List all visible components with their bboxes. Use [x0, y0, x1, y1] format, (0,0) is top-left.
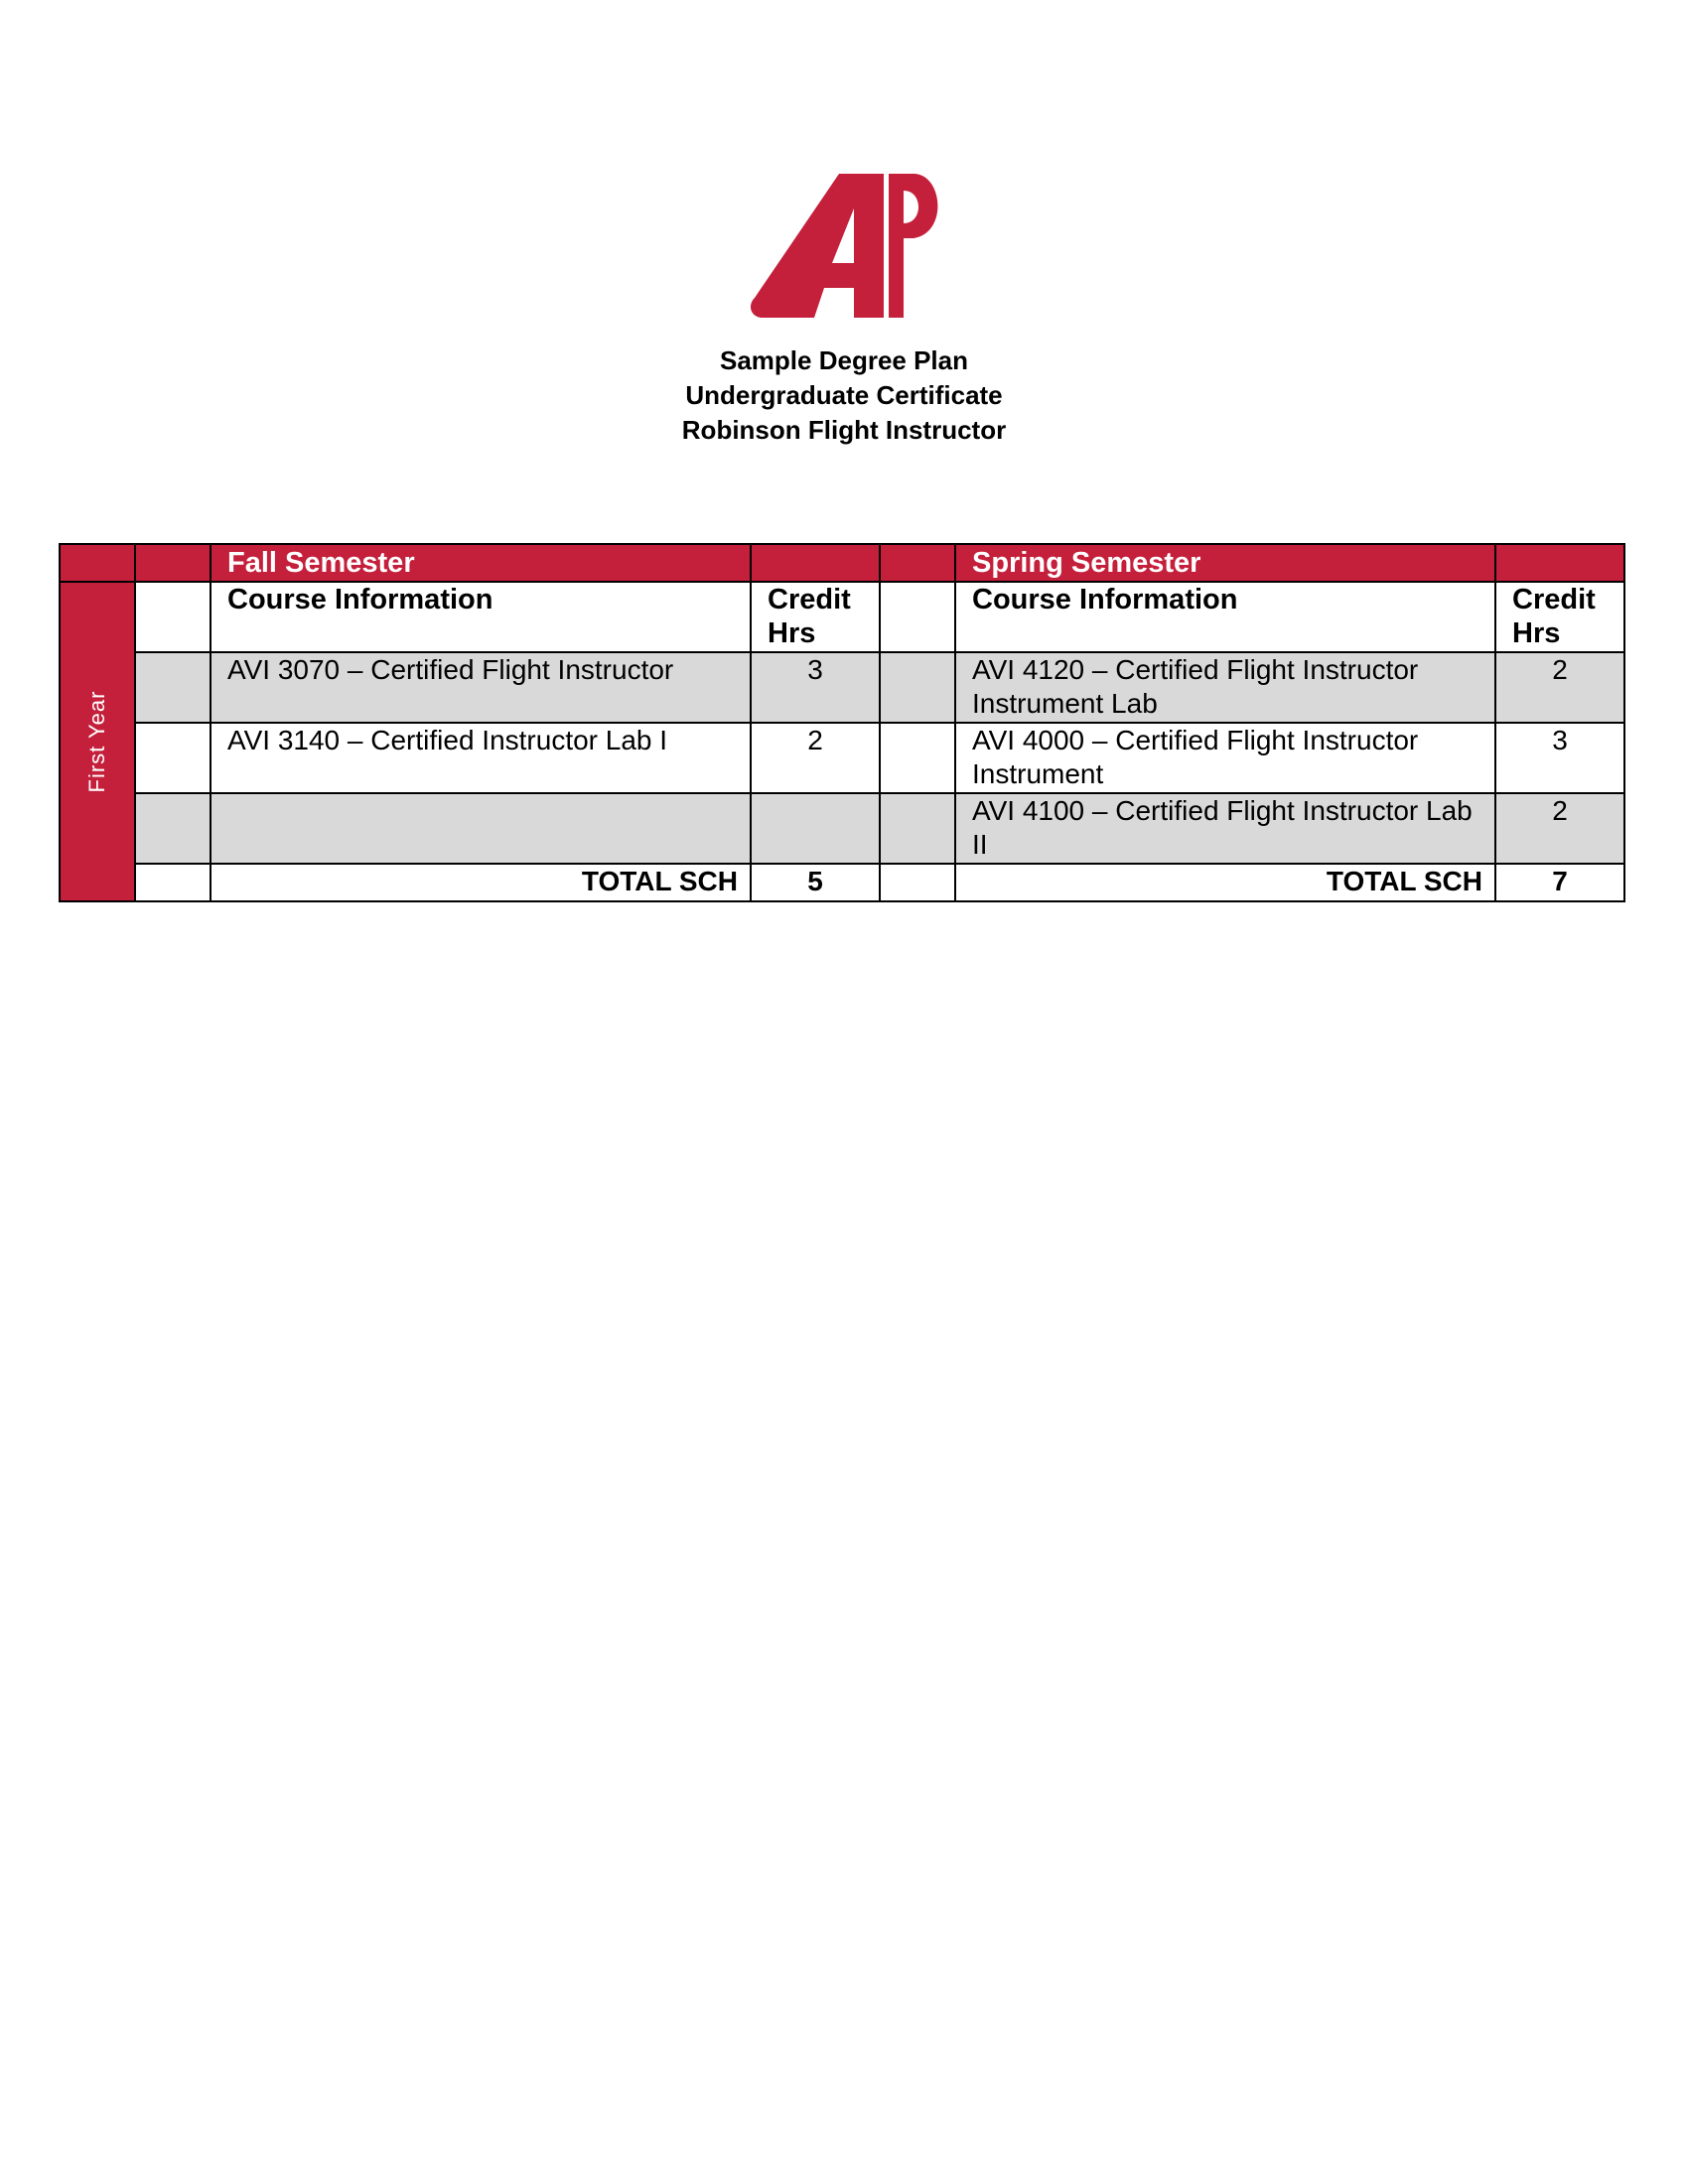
fall-course-credits	[751, 793, 880, 864]
fall-course-credits: 2	[751, 723, 880, 793]
degree-plan-table	[59, 543, 1625, 902]
spring-total-label: TOTAL SCH	[955, 864, 1495, 901]
fall-course-name: AVI 3140 – Certified Instructor Lab I	[211, 723, 751, 793]
table-row	[60, 723, 1624, 793]
fall-course-name	[211, 793, 751, 864]
spring-course-header: Course Information	[955, 582, 1495, 652]
fall-total-label: TOTAL SCH	[211, 864, 751, 901]
spring-course-credits: 2	[1495, 652, 1624, 723]
semester-header-row	[60, 544, 1624, 582]
column-header-row	[60, 582, 1624, 652]
ap-logo-icon	[745, 139, 938, 318]
document-heading	[0, 343, 1688, 448]
fall-credit-header: Credit Hrs	[751, 582, 880, 652]
fall-total-value: 5	[751, 864, 880, 901]
heading-line-3: Robinson Flight Instructor	[681, 415, 1007, 445]
spring-course-credits: 3	[1495, 723, 1624, 793]
spring-total-value: 7	[1495, 864, 1624, 901]
spring-course-name: AVI 4000 – Certified Flight Instructor Instrument	[955, 723, 1495, 793]
spring-course-credits: 2	[1495, 793, 1624, 864]
table-row	[60, 793, 1624, 864]
table-row	[60, 652, 1624, 723]
fall-course-name: AVI 3070 – Certified Flight Instructor	[211, 652, 751, 723]
spring-semester-title: Spring Semester	[955, 544, 1495, 582]
year-label-cell	[60, 582, 135, 901]
spring-course-name: AVI 4100 – Certified Flight Instructor Lab II	[955, 793, 1495, 864]
fall-course-header: Course Information	[211, 582, 751, 652]
spring-course-name: AVI 4120 – Certified Flight Instructor Instrument Lab	[955, 652, 1495, 723]
heading-line-2: Undergraduate Certificate	[685, 380, 1003, 410]
totals-row	[60, 864, 1624, 901]
fall-semester-title: Fall Semester	[211, 544, 751, 582]
spring-credit-header: Credit Hrs	[1495, 582, 1624, 652]
year-label: First Year	[84, 690, 109, 793]
fall-course-credits: 3	[751, 652, 880, 723]
heading-line-1: Sample Degree Plan	[720, 345, 968, 375]
